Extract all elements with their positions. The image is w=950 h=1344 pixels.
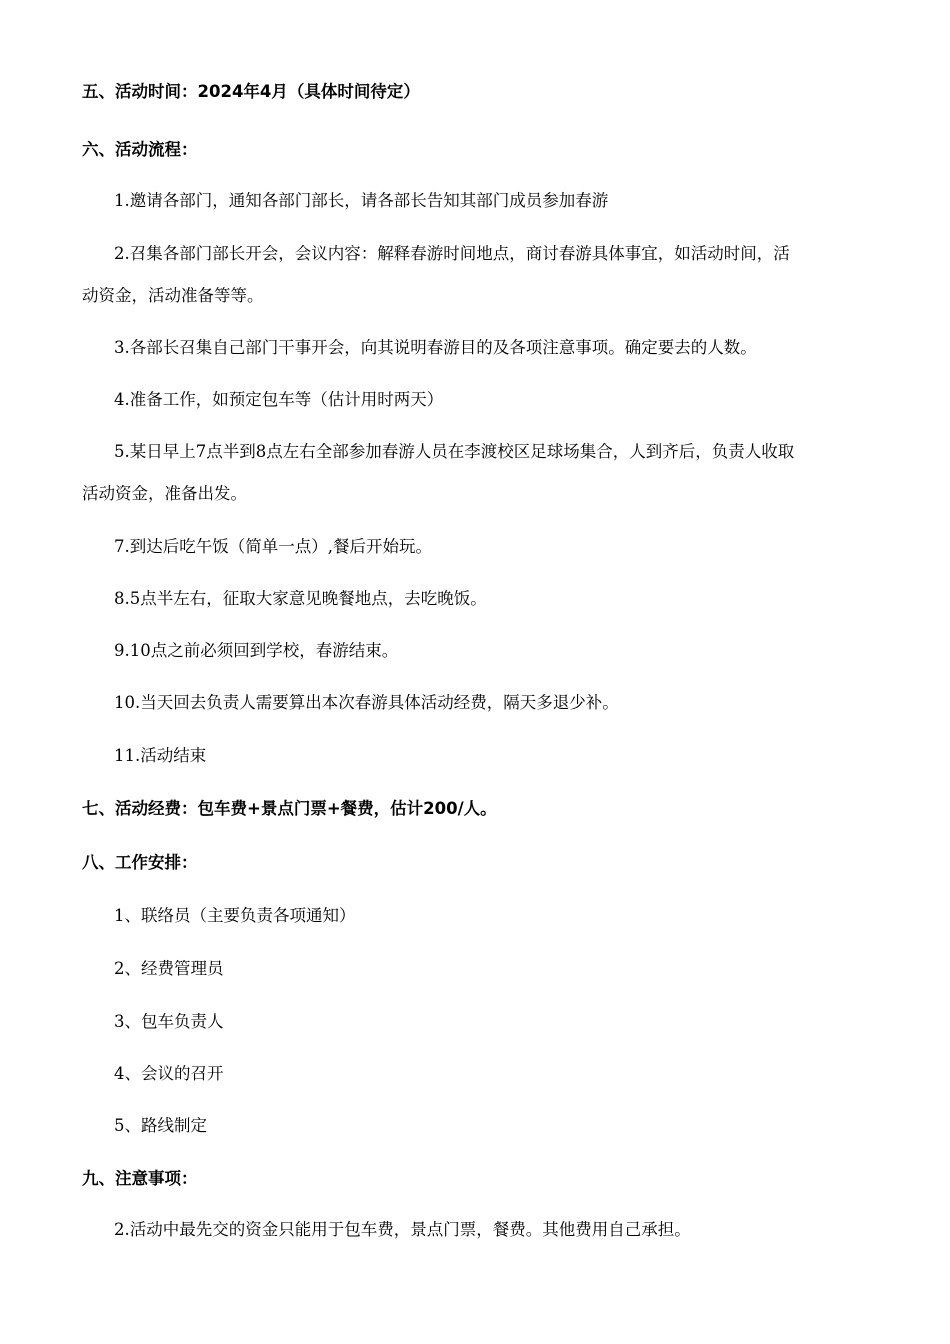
process-step: 10.当天回去负责人需要算出本次春游具体活动经费，隔天多退少补。	[114, 693, 619, 712]
process-step: 3.各部长召集自己部门干事开会，向其说明春游目的及各项注意事项。确定要去的人数。	[114, 338, 757, 357]
process-step-continuation: 动资金，活动准备等等。	[82, 286, 264, 305]
work-item: 2、经费管理员	[114, 959, 224, 978]
work-item: 5、路线制定	[114, 1116, 207, 1135]
process-step: 9.10点之前必须回到学校，春游结束。	[114, 641, 399, 660]
process-step-continuation: 活动资金，准备出发。	[82, 484, 247, 503]
process-step: 2.召集各部门部长开会，会议内容：解释春游时间地点，商讨春游具体事宜，如活动时间，活	[114, 244, 790, 263]
process-step: 4.准备工作，如预定包车等（估计用时两天）	[114, 390, 444, 409]
work-item: 3、包车负责人	[114, 1012, 224, 1031]
section-heading-activity-time: 五、活动时间：2024年4月（具体时间待定）	[82, 82, 420, 101]
section-heading-activity-budget: 七、活动经费：包车费+景点门票+餐费，估计200/人。	[82, 799, 497, 818]
work-item: 1、联络员（主要负责各项通知）	[114, 906, 356, 925]
process-step: 7.到达后吃午饭（简单一点）,餐后开始玩。	[114, 537, 432, 556]
process-step: 5.某日早上7点半到8点左右全部参加春游人员在李渡校区足球场集合，人到齐后，负责人收取	[114, 442, 795, 461]
section-heading-notes: 九、注意事项：	[82, 1169, 198, 1188]
section-heading-activity-process: 六、活动流程：	[82, 140, 198, 159]
process-step: 8.5点半左右，征取大家意见晚餐地点，去吃晚饭。	[114, 589, 487, 608]
process-step: 1.邀请各部门，通知各部门部长，请各部长告知其部门成员参加春游	[114, 191, 609, 210]
process-step: 11.活动结束	[114, 746, 207, 765]
section-heading-work-arrangement: 八、工作安排：	[82, 853, 198, 872]
work-item: 4、会议的召开	[114, 1064, 224, 1083]
note-item: 2.活动中最先交的资金只能用于包车费，景点门票，餐费。其他费用自己承担。	[114, 1220, 691, 1239]
